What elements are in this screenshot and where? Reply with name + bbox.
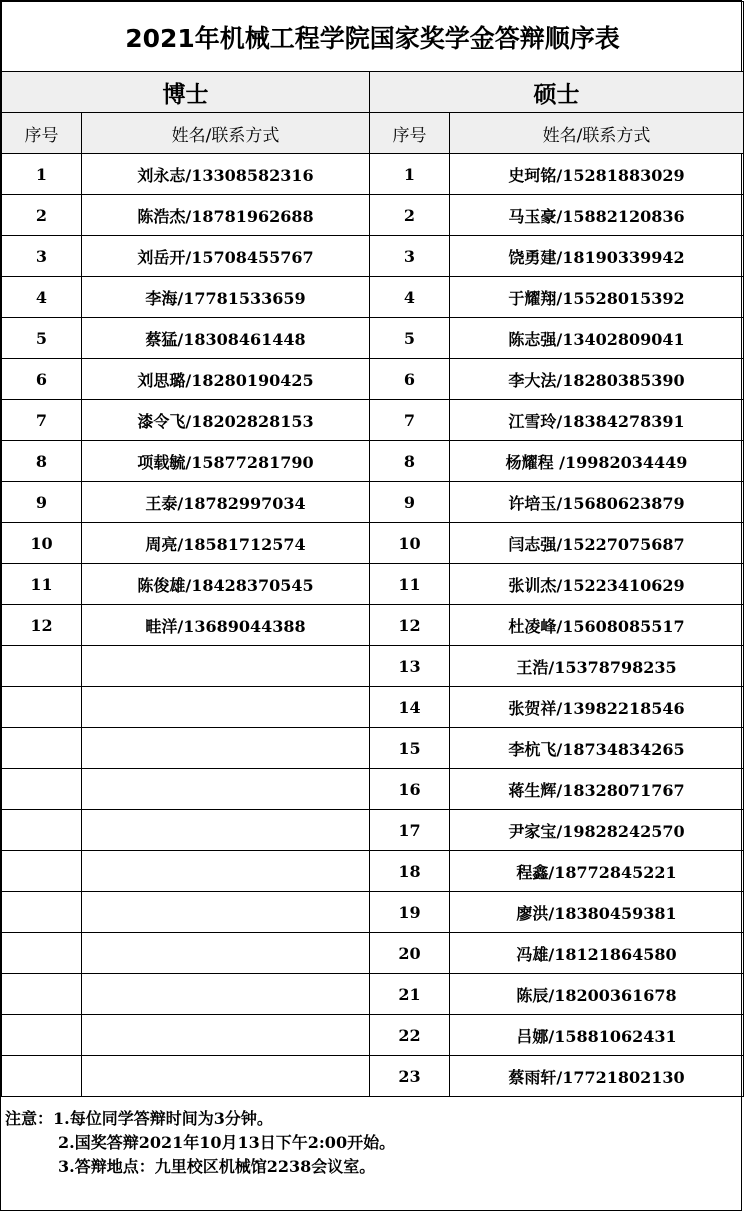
phd-no-cell — [2, 687, 82, 728]
phd-no-cell — [2, 1015, 82, 1056]
master-no-cell: 10 — [370, 523, 450, 564]
phd-name-cell — [82, 769, 370, 810]
phd-name-cell — [82, 728, 370, 769]
phd-name-cell: 畦洋/13689044388 — [82, 605, 370, 646]
master-no-cell: 6 — [370, 359, 450, 400]
master-name-header: 姓名/联系方式 — [450, 113, 744, 154]
master-no-cell: 1 — [370, 154, 450, 195]
notes-prefix: 注意： — [5, 1109, 54, 1128]
master-no-cell: 23 — [370, 1056, 450, 1097]
note-item: 1.每位同学答辩时间为3分钟。 — [53, 1109, 273, 1128]
master-name-cell: 张贺祥/13982218546 — [450, 687, 744, 728]
master-name-cell: 饶勇建/18190339942 — [450, 236, 744, 277]
table-row — [2, 195, 744, 236]
page-title: 2021年机械工程学院国家奖学金答辩顺序表 — [2, 2, 744, 72]
table-row — [2, 236, 744, 277]
table-row — [2, 154, 744, 195]
phd-name-cell — [82, 1056, 370, 1097]
table-row — [2, 277, 744, 318]
table-row — [2, 851, 744, 892]
master-no-cell: 12 — [370, 605, 450, 646]
section-master-header: 硕士 — [370, 72, 744, 113]
phd-no-cell — [2, 892, 82, 933]
master-name-cell: 廖洪/18380459381 — [450, 892, 744, 933]
master-name-cell: 杨耀程 /19982034449 — [450, 441, 744, 482]
phd-no-cell: 11 — [2, 564, 82, 605]
phd-no-cell — [2, 851, 82, 892]
master-no-cell: 15 — [370, 728, 450, 769]
table-row — [2, 728, 744, 769]
phd-name-cell: 刘永志/13308582316 — [82, 154, 370, 195]
phd-no-cell: 7 — [2, 400, 82, 441]
phd-name-cell — [82, 810, 370, 851]
table-row — [2, 687, 744, 728]
master-no-cell: 19 — [370, 892, 450, 933]
phd-no-cell: 8 — [2, 441, 82, 482]
phd-no-cell: 12 — [2, 605, 82, 646]
phd-name-cell: 陈俊雄/18428370545 — [82, 564, 370, 605]
phd-name-cell — [82, 646, 370, 687]
phd-name-cell: 李海/17781533659 — [82, 277, 370, 318]
master-name-cell: 蒋生辉/18328071767 — [450, 769, 744, 810]
table-row — [2, 1015, 744, 1056]
master-name-cell: 江雪玲/18384278391 — [450, 400, 744, 441]
phd-name-cell: 蔡猛/18308461448 — [82, 318, 370, 359]
master-name-cell: 蔡雨轩/17721802130 — [450, 1056, 744, 1097]
table-row — [2, 933, 744, 974]
phd-no-cell — [2, 810, 82, 851]
master-no-cell: 7 — [370, 400, 450, 441]
table-row — [2, 359, 744, 400]
phd-name-cell: 陈浩杰/18781962688 — [82, 195, 370, 236]
phd-no-header: 序号 — [2, 113, 82, 154]
master-name-cell: 闫志强/15227075687 — [450, 523, 744, 564]
master-name-cell: 程鑫/18772845221 — [450, 851, 744, 892]
table-row — [2, 605, 744, 646]
phd-no-cell: 1 — [2, 154, 82, 195]
table-row — [2, 441, 744, 482]
notes-block — [5, 1107, 395, 1179]
phd-no-cell — [2, 974, 82, 1015]
master-name-cell: 马玉豪/15882120836 — [450, 195, 744, 236]
phd-name-header: 姓名/联系方式 — [82, 113, 370, 154]
phd-no-cell: 10 — [2, 523, 82, 564]
master-no-cell: 11 — [370, 564, 450, 605]
table-row — [2, 564, 744, 605]
master-name-cell: 张训杰/15223410629 — [450, 564, 744, 605]
master-no-cell: 18 — [370, 851, 450, 892]
master-name-cell: 李杭飞/18734834265 — [450, 728, 744, 769]
table-row — [2, 974, 744, 1015]
phd-name-cell — [82, 933, 370, 974]
phd-no-cell — [2, 933, 82, 974]
table-row — [2, 523, 744, 564]
schedule-table — [1, 1, 744, 1097]
table-row — [2, 1056, 744, 1097]
phd-no-cell: 5 — [2, 318, 82, 359]
note-item: 3.答辩地点：九里校区机械馆2238会议室。 — [58, 1157, 376, 1176]
master-no-cell: 22 — [370, 1015, 450, 1056]
master-name-cell: 杜凌峰/15608085517 — [450, 605, 744, 646]
master-no-cell: 20 — [370, 933, 450, 974]
master-name-cell: 吕娜/15881062431 — [450, 1015, 744, 1056]
phd-no-cell: 6 — [2, 359, 82, 400]
master-no-cell: 14 — [370, 687, 450, 728]
phd-no-cell — [2, 728, 82, 769]
master-no-cell: 13 — [370, 646, 450, 687]
phd-name-cell — [82, 974, 370, 1015]
master-no-cell: 21 — [370, 974, 450, 1015]
master-no-cell: 5 — [370, 318, 450, 359]
table-row — [2, 810, 744, 851]
master-no-cell: 9 — [370, 482, 450, 523]
phd-no-cell: 9 — [2, 482, 82, 523]
phd-no-cell: 2 — [2, 195, 82, 236]
phd-name-cell — [82, 851, 370, 892]
master-name-cell: 于耀翔/15528015392 — [450, 277, 744, 318]
phd-no-cell — [2, 646, 82, 687]
table-row — [2, 318, 744, 359]
table-row — [2, 482, 744, 523]
note-item: 2.国奖答辩2021年10月13日下午2:00开始。 — [58, 1133, 396, 1152]
master-name-cell: 许培玉/15680623879 — [450, 482, 744, 523]
phd-name-cell: 王泰/18782997034 — [82, 482, 370, 523]
master-name-cell: 王浩/15378798235 — [450, 646, 744, 687]
section-phd-header: 博士 — [2, 72, 370, 113]
master-name-cell: 史珂铭/15281883029 — [450, 154, 744, 195]
master-name-cell: 尹家宝/19828242570 — [450, 810, 744, 851]
master-no-cell: 2 — [370, 195, 450, 236]
master-no-cell: 4 — [370, 277, 450, 318]
master-name-cell: 李大法/18280385390 — [450, 359, 744, 400]
table-row — [2, 400, 744, 441]
phd-no-cell — [2, 769, 82, 810]
phd-name-cell — [82, 892, 370, 933]
master-name-cell: 陈辰/18200361678 — [450, 974, 744, 1015]
table-row — [2, 646, 744, 687]
phd-name-cell: 刘思璐/18280190425 — [82, 359, 370, 400]
master-name-cell: 陈志强/13402809041 — [450, 318, 744, 359]
phd-name-cell — [82, 1015, 370, 1056]
master-no-cell: 16 — [370, 769, 450, 810]
master-no-header: 序号 — [370, 113, 450, 154]
table-row — [2, 892, 744, 933]
phd-no-cell — [2, 1056, 82, 1097]
phd-name-cell: 漆令飞/18202828153 — [82, 400, 370, 441]
phd-no-cell: 4 — [2, 277, 82, 318]
phd-name-cell: 周亮/18581712574 — [82, 523, 370, 564]
phd-name-cell — [82, 687, 370, 728]
master-no-cell: 3 — [370, 236, 450, 277]
phd-no-cell: 3 — [2, 236, 82, 277]
phd-name-cell: 刘岳开/15708455767 — [82, 236, 370, 277]
master-no-cell: 8 — [370, 441, 450, 482]
master-name-cell: 冯雄/18121864580 — [450, 933, 744, 974]
master-no-cell: 17 — [370, 810, 450, 851]
table-row — [2, 769, 744, 810]
phd-name-cell: 项载毓/15877281790 — [82, 441, 370, 482]
